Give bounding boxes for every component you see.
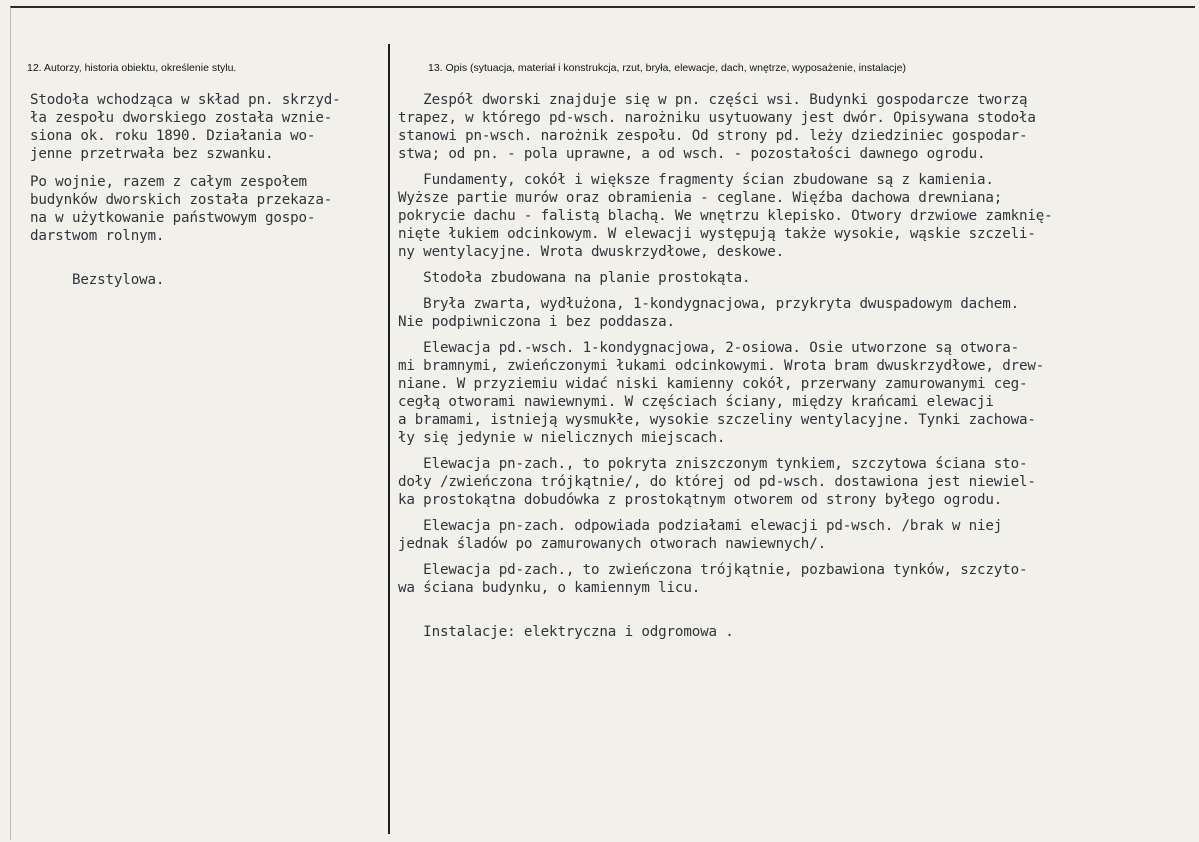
- typed-line: Stodoła wchodząca w skład pn. skrzyd-: [30, 92, 341, 108]
- typed-line: stanowi pn-wsch. narożnik zespołu. Od strony pd. leży dziedziniec gospodar-: [398, 128, 1028, 144]
- typed-line: wa ściana budynku, o kamiennym licu.: [398, 580, 701, 596]
- typed-line: Elewacja pn-zach. odpowiada podziałami elewacji pd-wsch. /brak w niej: [398, 518, 1003, 534]
- typed-line: doły /zwieńczona trójkątnie/, do której od pd-wsch. dostawiona jest niewiel-: [398, 474, 1036, 490]
- typed-paragraph: [398, 171, 1188, 261]
- typed-line: Zespół dworski znajduje się w pn. części wsi. Budynki gospodarcze tworzą: [398, 92, 1028, 108]
- typed-line: jenne przetrwała bez szwanku.: [30, 146, 274, 162]
- typed-line: Fundamenty, cokół i większe fragmenty ścian zbudowane są z kamienia.: [398, 172, 994, 188]
- typed-line: Nie podpiwniczona i bez poddasza.: [398, 314, 675, 330]
- typed-line: ły się jedynie w nielicznych miejscach.: [398, 430, 726, 446]
- typed-line: niane. W przyziemiu widać niski kamienny cokół, przerwany zamurowanymi ceg-: [398, 376, 1028, 392]
- typed-line: mi bramnymi, zwieńczonymi łukami odcinkowymi. Wrota bram dwuskrzydłowe, drew-: [398, 358, 1045, 374]
- typed-paragraph: [398, 91, 1188, 163]
- history-column: [30, 91, 380, 289]
- typed-line: Bezstylowa.: [30, 272, 165, 288]
- section-12-header: 12. Autorzy, historia obiektu, określenie stylu.: [27, 62, 237, 74]
- column-divider: [388, 44, 390, 834]
- typed-line: Po wojnie, razem z całym zespołem: [30, 174, 307, 190]
- typed-line: Elewacja pn-zach., to pokryta zniszczonym tynkiem, szczytowa ściana sto-: [398, 456, 1028, 472]
- typed-line: Stodoła zbudowana na planie prostokąta.: [398, 270, 751, 286]
- typed-line: siona ok. roku 1890. Działania wo-: [30, 128, 316, 144]
- typed-line: ła zespołu dworskiego została wznie-: [30, 110, 333, 126]
- typed-paragraph: [398, 295, 1188, 331]
- typed-line: Elewacja pd-zach., to zwieńczona trójkątnie, pozbawiona tynków, szczyto-: [398, 562, 1028, 578]
- typed-line: pokrycie dachu - falistą blachą. We wnętrzu klepisko. Otwory drzwiowe zamknię-: [398, 208, 1053, 224]
- typed-paragraph: [398, 623, 1188, 641]
- typed-line: Wyższe partie murów oraz obramienia - ceglane. Więźba dachowa drewniana;: [398, 190, 1003, 206]
- typed-line: jednak śladów po zamurowanych otworach nawiewnych/.: [398, 536, 826, 552]
- typed-line: darstwom rolnym.: [30, 228, 165, 244]
- typed-line: na w użytkowanie państwowym gospo-: [30, 210, 316, 226]
- typed-line: ka prostokątna dobudówka z prostokątnym otworem od strony byłego ogrodu.: [398, 492, 1003, 508]
- typed-paragraph: [398, 455, 1188, 509]
- section-13-header: 13. Opis (sytuacja, materiał i konstrukcja, rzut, bryła, elewacje, dach, wnętrze, wyposażenie, instalacje): [428, 62, 906, 74]
- typed-line: Elewacja pd.-wsch. 1-kondygnacjowa, 2-osiowa. Osie utworzone są otwora-: [398, 340, 1019, 356]
- description-column: [398, 91, 1188, 641]
- typed-line: trapez, w którego pd-wsch. narożniku usytuowany jest dwór. Opisywana stodoła: [398, 110, 1036, 126]
- typed-paragraph: [398, 561, 1188, 597]
- typed-paragraph: [30, 173, 380, 245]
- typed-paragraph: [30, 91, 380, 163]
- typed-line: ny wentylacyjne. Wrota dwuskrzydłowe, deskowe.: [398, 244, 785, 260]
- typed-paragraph: [30, 271, 380, 289]
- typed-line: cegłą otworami nawiewnymi. W częściach ściany, między krańcami elewacji: [398, 394, 994, 410]
- typed-paragraph: [398, 269, 1188, 287]
- typed-line: nięte łukiem odcinkowym. W elewacji występują także wysokie, wąskie szczeli-: [398, 226, 1036, 242]
- typed-line: Bryła zwarta, wydłużona, 1-kondygnacjowa, przykryta dwuspadowym dachem.: [398, 296, 1019, 312]
- typed-paragraph: [398, 339, 1188, 447]
- typed-line: Instalacje: elektryczna i odgromowa .: [398, 624, 734, 640]
- typed-line: stwa; od pn. - pola uprawne, a od wsch. - pozostałości dawnego ogrodu.: [398, 146, 986, 162]
- typed-line: a bramami, istnieją wysmukłe, wysokie szczeliny wentylacyjne. Tynki zachowa-: [398, 412, 1036, 428]
- typed-paragraph: [398, 517, 1188, 553]
- typed-line: budynków dworskich została przekaza-: [30, 192, 333, 208]
